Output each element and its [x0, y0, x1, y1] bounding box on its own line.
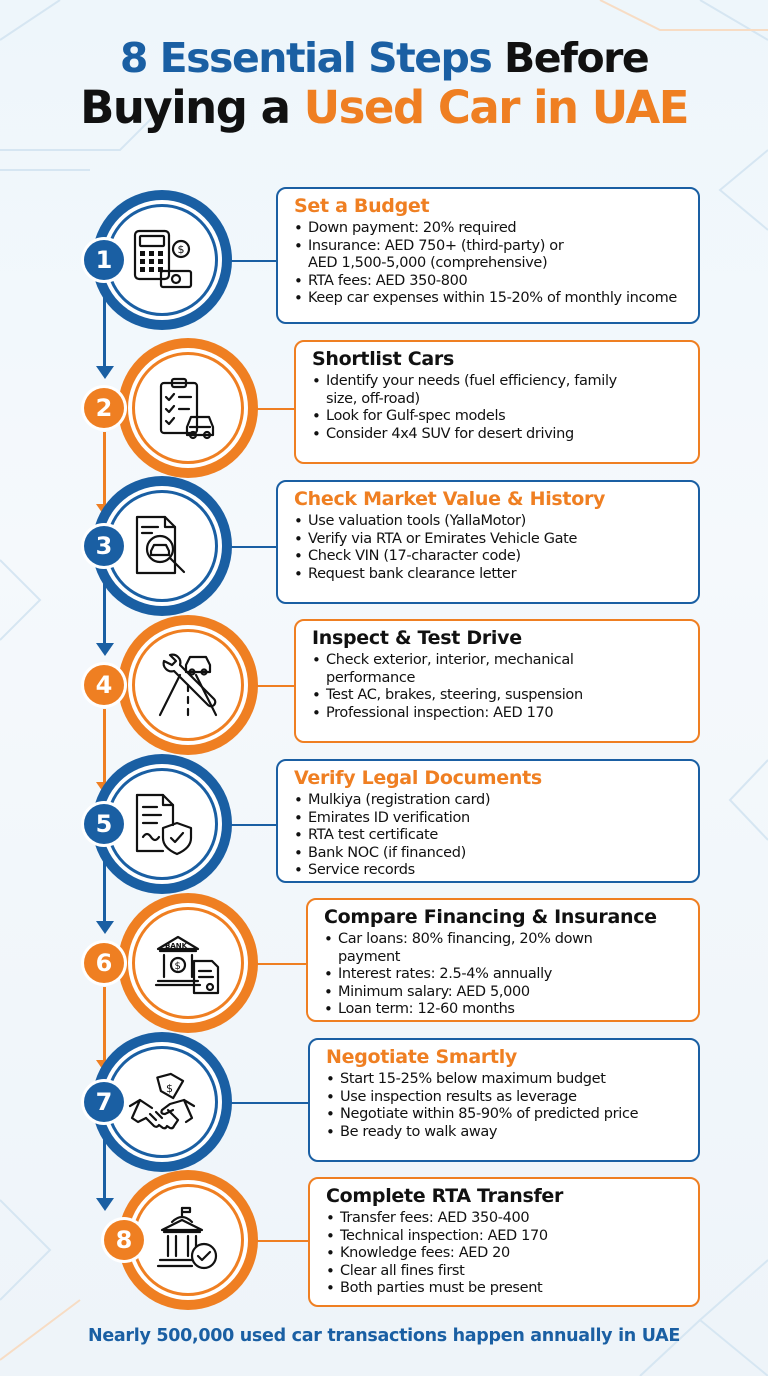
- flow-line: [103, 848, 106, 925]
- step-icon-badge: [118, 893, 258, 1033]
- document-shield-icon: [112, 774, 212, 874]
- title-text: Buying a: [80, 81, 304, 135]
- handshake-tag-icon: [112, 1052, 212, 1152]
- svg-text:$: $: [177, 243, 185, 256]
- bullet-item: • Technical inspection: AED 170: [326, 1228, 684, 1246]
- step-number: 2: [84, 388, 124, 428]
- bullet-item: • Look for Gulf-spec models: [312, 408, 684, 426]
- step-connector: [230, 260, 276, 262]
- step-heading: Check Market Value & History: [294, 488, 606, 510]
- step-heading: Set a Budget: [294, 195, 430, 217]
- step-number: 5: [84, 804, 124, 844]
- bullet-item: performance: [326, 669, 416, 686]
- flow-arrow-icon: [96, 643, 114, 656]
- step-heading: Inspect & Test Drive: [312, 627, 522, 649]
- bullet-item: • Negotiate within 85-90% of predicted price: [326, 1106, 684, 1124]
- bullet-item: • Down payment: 20% required: [294, 220, 684, 238]
- bullet-item: • Use valuation tools (YallaMotor): [294, 513, 684, 531]
- bullet-item: AED 1,500-5,000 (comprehensive): [308, 255, 548, 271]
- flow-arrow-icon: [96, 921, 114, 934]
- step-number: 8: [104, 1220, 144, 1260]
- calculator-money-icon: [112, 210, 212, 310]
- step-connector: [256, 685, 294, 687]
- step-card: [276, 480, 700, 604]
- step-number: 1: [84, 240, 124, 280]
- bullet-item: • Insurance: AED 750+ (third-party) or: [294, 238, 684, 256]
- step-heading: Compare Financing & Insurance: [324, 906, 657, 928]
- bullet-item: • Start 15-25% below maximum budget: [326, 1071, 684, 1089]
- bullet-item: payment: [338, 948, 401, 965]
- step-icon-badge: [118, 338, 258, 478]
- flow-arrow-icon: [96, 1198, 114, 1211]
- step-bullets: [294, 792, 684, 880]
- bullet-item: • Use inspection results as leverage: [326, 1089, 684, 1107]
- bullet-item: • Minimum salary: AED 5,000: [324, 984, 684, 1002]
- bullet-item: • Emirates ID verification: [294, 810, 684, 828]
- step-number: 3: [84, 526, 124, 566]
- step-icon-badge: [118, 615, 258, 755]
- bullet-item: • Test AC, brakes, steering, suspension: [312, 687, 684, 705]
- bullet-item: • Loan term: 12-60 months: [324, 1001, 684, 1019]
- bullet-item: • Bank NOC (if financed): [294, 845, 684, 863]
- step-connector: [256, 408, 294, 410]
- step-connector: [256, 1240, 308, 1242]
- government-building-check-icon: [138, 1190, 238, 1290]
- step-number: 4: [84, 665, 124, 705]
- flow-line: [103, 570, 106, 647]
- page-title: [0, 36, 768, 133]
- bullet-item: • Both parties must be present: [326, 1280, 684, 1298]
- step-bullets: [312, 373, 684, 443]
- step-connector: [256, 963, 306, 965]
- flow-line: [103, 1126, 106, 1202]
- bullet-item: • Service records: [294, 862, 684, 880]
- bullet-item: • Identify your needs (fuel efficiency, family: [312, 373, 684, 391]
- flow-arrow-icon: [96, 366, 114, 379]
- step-bullets: [326, 1210, 684, 1298]
- step-card: [308, 1177, 700, 1307]
- step-card: [306, 898, 700, 1022]
- step-number: 7: [84, 1082, 124, 1122]
- step-number: 6: [84, 943, 124, 983]
- bullet-item: • Knowledge fees: AED 20: [326, 1245, 684, 1263]
- step-card: [294, 340, 700, 464]
- bank-document-icon: [138, 913, 238, 1013]
- step-heading: Verify Legal Documents: [294, 767, 542, 789]
- bullet-item: • Consider 4x4 SUV for desert driving: [312, 426, 684, 444]
- bullet-item: • RTA fees: AED 350-800: [294, 273, 684, 291]
- step-bullets: [294, 513, 684, 583]
- bank-label: BANK: [165, 942, 188, 950]
- title-text: Before: [491, 34, 649, 82]
- step-heading: Complete RTA Transfer: [326, 1185, 564, 1207]
- title-highlight-blue: 8 Essential Steps: [119, 34, 492, 82]
- step-connector: [230, 824, 276, 826]
- step-card: [294, 619, 700, 743]
- bullet-item: • Transfer fees: AED 350-400: [326, 1210, 684, 1228]
- bullet-item: size, off-road): [326, 390, 420, 407]
- step-connector: [230, 546, 276, 548]
- checklist-car-icon: [138, 358, 238, 458]
- wrench-car-road-icon: [138, 635, 238, 735]
- document-magnifier-icon: [112, 496, 212, 596]
- step-bullets: [324, 931, 684, 1019]
- bullet-item: • Check VIN (17-character code): [294, 548, 684, 566]
- step-heading: Negotiate Smartly: [326, 1046, 517, 1068]
- bullet-item: • Interest rates: 2.5-4% annually: [324, 966, 684, 984]
- step-card: [276, 187, 700, 324]
- svg-text:$: $: [166, 1082, 173, 1095]
- footer-note: Nearly 500,000 used car transactions happen annually in UAE: [88, 1326, 680, 1346]
- bullet-item: • RTA test certificate: [294, 827, 684, 845]
- step-heading: Shortlist Cars: [312, 348, 454, 370]
- step-bullets: [326, 1071, 684, 1141]
- bullet-item: • Request bank clearance letter: [294, 566, 684, 584]
- title-highlight-orange: Used Car in UAE: [303, 81, 688, 135]
- bullet-item: • Clear all fines first: [326, 1263, 684, 1281]
- bullet-item: • Car loans: 80% financing, 20% down: [324, 931, 684, 949]
- bullet-item: • Be ready to walk away: [326, 1124, 684, 1142]
- bullet-item: • Keep car expenses within 15-20% of monthly income: [294, 290, 684, 308]
- svg-text:$: $: [174, 961, 181, 972]
- flow-line: [103, 284, 106, 370]
- step-bullets: [294, 220, 684, 308]
- step-connector: [230, 1102, 308, 1104]
- step-bullets: [312, 652, 684, 722]
- bullet-item: • Mulkiya (registration card): [294, 792, 684, 810]
- bullet-item: • Verify via RTA or Emirates Vehicle Gate: [294, 531, 684, 549]
- step-card: [276, 759, 700, 883]
- bullet-item: • Professional inspection: AED 170: [312, 705, 684, 723]
- step-card: [308, 1038, 700, 1162]
- bullet-item: • Check exterior, interior, mechanical: [312, 652, 684, 670]
